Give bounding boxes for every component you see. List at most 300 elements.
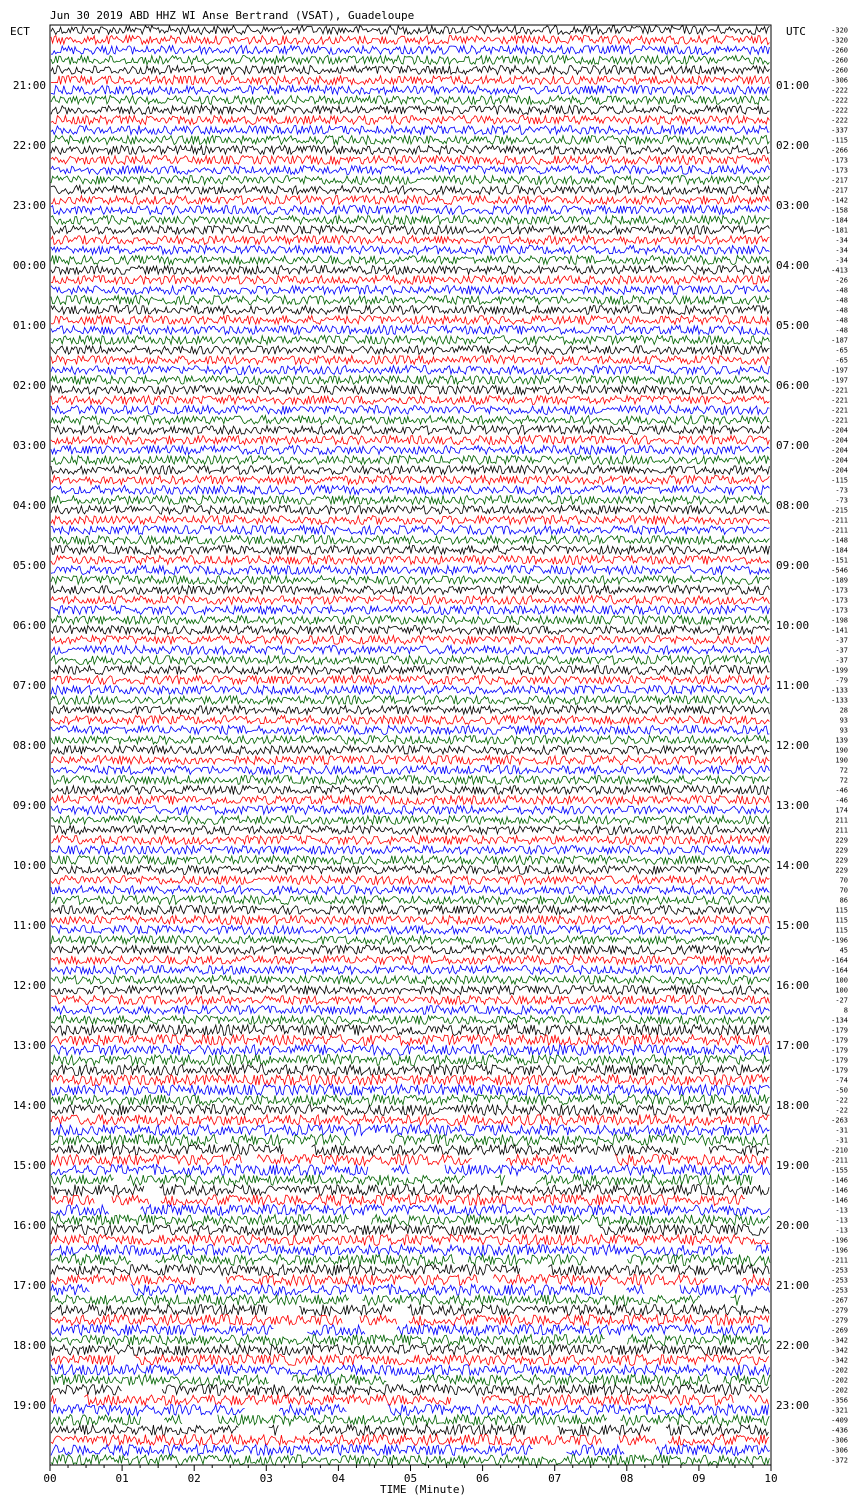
seismic-trace (51, 1345, 769, 1356)
seismic-trace (51, 1195, 745, 1206)
seismic-trace (51, 1245, 769, 1256)
right-hour-label: 23:00 (776, 1399, 810, 1412)
row-offset-label: -13 (835, 1206, 848, 1215)
seismic-trace (51, 1455, 769, 1466)
seismic-trace (51, 1445, 770, 1456)
seismic-trace (51, 1115, 769, 1126)
row-offset-label: -342 (831, 1346, 848, 1355)
right-hour-label: 12:00 (776, 739, 810, 752)
row-offset-label: -189 (831, 576, 848, 585)
row-offset-label: -133 (831, 696, 848, 705)
left-hour-label: 22:00 (12, 139, 46, 152)
row-offset-label: -31 (835, 1136, 848, 1145)
row-offset-label: -198 (831, 616, 848, 625)
seismic-trace (51, 126, 769, 135)
row-offset-label: -48 (835, 326, 848, 335)
right-hour-label: 07:00 (776, 439, 810, 452)
seismic-trace (51, 1265, 769, 1276)
seismic-trace (51, 286, 769, 295)
row-offset-label: -204 (831, 426, 848, 435)
right-hour-label: 03:00 (776, 199, 810, 212)
left-hour-label: 08:00 (12, 739, 46, 752)
row-offset-label: -187 (831, 336, 848, 345)
row-offset-label: -34 (835, 256, 848, 265)
left-hour-label: 00:00 (12, 259, 46, 272)
seismic-trace (51, 516, 769, 525)
row-offset-label: -34 (835, 236, 848, 245)
seismic-trace (51, 1025, 769, 1036)
row-offset-label: -436 (831, 1426, 848, 1435)
x-tick-label: 00 (43, 1472, 57, 1485)
seismic-trace (51, 846, 769, 855)
left-hour-label: 04:00 (12, 499, 46, 512)
seismic-trace (51, 776, 769, 785)
seismic-trace (51, 696, 769, 705)
right-hour-label: 14:00 (776, 859, 810, 872)
seismic-trace (51, 876, 769, 885)
row-offset-label: -146 (831, 1196, 848, 1205)
row-offset-label: -184 (831, 546, 848, 555)
row-offset-label: 93 (839, 716, 848, 725)
seismic-trace (51, 606, 769, 615)
left-hour-label: 17:00 (12, 1279, 46, 1292)
row-offset-label: -179 (831, 1026, 848, 1035)
seismic-trace (51, 366, 769, 375)
row-offset-label: -342 (831, 1336, 848, 1345)
row-offset-label: -158 (831, 206, 848, 215)
row-offset-label: -155 (831, 1166, 848, 1175)
seismic-trace (51, 666, 769, 675)
seismic-trace (51, 56, 769, 65)
seismic-trace (51, 336, 769, 345)
seismic-trace (51, 1185, 769, 1196)
seismic-trace (51, 1175, 752, 1186)
seismic-trace (51, 1016, 769, 1025)
row-offset-label: -13 (835, 1216, 848, 1225)
row-offset-label: -164 (831, 956, 848, 965)
row-offset-label: -48 (835, 296, 848, 305)
right-hour-label: 20:00 (776, 1219, 810, 1232)
row-offset-label: -197 (831, 366, 848, 375)
seismic-trace (51, 1295, 740, 1306)
right-hour-label: 22:00 (776, 1339, 810, 1352)
seismic-trace (51, 376, 769, 385)
left-hour-label: 03:00 (12, 439, 46, 452)
x-axis (43, 1465, 777, 1485)
row-offset-label: -48 (835, 286, 848, 295)
row-offset-label: -37 (835, 646, 848, 655)
row-offset-label: 190 (835, 746, 848, 755)
seismic-trace (51, 836, 769, 845)
seismic-trace (51, 546, 769, 555)
row-offset-label: -196 (831, 1236, 848, 1245)
right-timezone-label: UTC (786, 25, 806, 38)
row-offset-label: -173 (831, 166, 848, 175)
row-offset-label: -146 (831, 1176, 848, 1185)
row-offset-label: -260 (831, 66, 848, 75)
seismic-trace (51, 1315, 769, 1326)
seismic-trace (51, 786, 769, 795)
seismic-trace (51, 186, 769, 195)
row-offset-label: -196 (831, 936, 848, 945)
seismic-trace (51, 686, 769, 695)
seismic-trace (51, 1105, 769, 1116)
seismic-trace (51, 456, 769, 465)
right-hour-label: 21:00 (776, 1279, 810, 1292)
row-offset-label: 72 (839, 776, 848, 785)
row-offset-label: 190 (835, 756, 848, 765)
row-offset-label: -306 (831, 76, 848, 85)
row-offset-label: -221 (831, 386, 848, 395)
row-offset-label: -141 (831, 626, 848, 635)
seismic-trace (51, 436, 769, 445)
row-offset-label: 229 (835, 846, 848, 855)
row-offset-label: 229 (835, 836, 848, 845)
row-offset-label: -202 (831, 1366, 848, 1375)
seismic-trace (51, 206, 769, 215)
seismic-trace (51, 1205, 770, 1216)
left-hour-label: 19:00 (12, 1399, 46, 1412)
seismic-trace (51, 1335, 770, 1346)
row-offset-label: -320 (831, 36, 848, 45)
seismic-trace (51, 1285, 770, 1296)
seismic-trace (51, 276, 769, 285)
seismic-trace (51, 706, 769, 715)
seismic-trace (51, 496, 769, 505)
row-offset-label: -204 (831, 436, 848, 445)
row-offset-label: 28 (839, 706, 848, 715)
row-offset-label: -37 (835, 656, 848, 665)
row-offset-label: -409 (831, 1416, 848, 1425)
seismic-trace (51, 926, 769, 935)
seismic-trace (51, 1075, 769, 1086)
chart-title: Jun 30 2019 ABD HHZ WI Anse Bertrand (VSAT), Guadeloupe (50, 9, 415, 22)
left-hour-label: 11:00 (12, 919, 46, 932)
seismic-trace (51, 476, 769, 485)
seismic-trace (51, 446, 769, 455)
seismic-trace (51, 1085, 769, 1096)
seismic-trace (51, 26, 769, 35)
row-offset-label: -372 (831, 1456, 848, 1465)
seismic-trace (51, 506, 769, 515)
seismic-trace (51, 106, 769, 115)
row-offset-label: -267 (831, 1296, 848, 1305)
seismic-trace (51, 356, 769, 365)
seismic-trace (51, 116, 769, 125)
row-offset-label: 229 (835, 856, 848, 865)
seismic-trace (51, 426, 769, 435)
row-offset-label: -221 (831, 406, 848, 415)
row-offset-label: -215 (831, 506, 848, 515)
row-offset-label: -263 (831, 1116, 848, 1125)
seismic-trace (51, 886, 769, 895)
x-tick-label: 09 (692, 1472, 706, 1485)
row-offset-label: -204 (831, 456, 848, 465)
seismic-trace (51, 306, 769, 315)
row-offset-label: -22 (835, 1106, 848, 1115)
row-offset-label: 72 (839, 766, 848, 775)
seismic-trace (51, 1225, 769, 1236)
seismic-trace (51, 166, 769, 175)
row-offset-label: 70 (839, 876, 848, 885)
row-offset-label: 100 (835, 976, 848, 985)
seismic-trace (51, 936, 769, 945)
seismic-trace (51, 726, 769, 735)
row-offset-label: -73 (835, 496, 848, 505)
seismic-trace (51, 146, 769, 155)
left-hour-label: 09:00 (12, 799, 46, 812)
row-offset-label: 115 (835, 916, 848, 925)
x-tick-label: 05 (403, 1472, 418, 1485)
x-tick-label: 06 (475, 1472, 490, 1485)
seismic-trace (51, 256, 769, 265)
row-offset-label: -306 (831, 1436, 848, 1445)
left-hour-label: 02:00 (12, 379, 46, 392)
seismic-trace (51, 806, 769, 815)
seismic-trace (51, 1275, 770, 1286)
seismic-trace (51, 226, 769, 235)
row-offset-label: -74 (835, 1076, 848, 1085)
seismic-trace (51, 716, 769, 725)
x-tick-label: 04 (331, 1472, 346, 1485)
right-hour-label: 06:00 (776, 379, 810, 392)
right-hour-label: 11:00 (776, 679, 810, 692)
seismic-trace (51, 236, 769, 245)
row-offset-label: -173 (831, 596, 848, 605)
left-hour-label: 15:00 (12, 1159, 46, 1172)
row-offset-label: -204 (831, 446, 848, 455)
seismic-trace (51, 986, 769, 995)
trace-group (51, 26, 770, 1466)
seismic-trace (51, 1165, 770, 1176)
left-hour-label: 06:00 (12, 619, 46, 632)
row-offset-label: -179 (831, 1046, 848, 1055)
right-hour-label: 19:00 (776, 1159, 810, 1172)
seismic-trace (51, 576, 769, 585)
right-hour-label: 16:00 (776, 979, 810, 992)
seismic-trace (51, 466, 769, 475)
row-offset-label: -37 (835, 636, 848, 645)
right-hour-label: 05:00 (776, 319, 810, 332)
row-offset-label: -133 (831, 686, 848, 695)
row-offset-label: -222 (831, 106, 848, 115)
row-offset-label: -197 (831, 376, 848, 385)
row-offset-label: -65 (835, 346, 848, 355)
seismic-trace (51, 196, 769, 205)
x-tick-label: 02 (187, 1472, 201, 1485)
row-offset-label: -27 (835, 996, 848, 1005)
seismic-trace (51, 406, 769, 415)
left-hour-label: 13:00 (12, 1039, 46, 1052)
seismic-trace (51, 956, 769, 965)
row-offset-label: -204 (831, 466, 848, 475)
row-offset-label: -31 (835, 1126, 848, 1135)
row-offset-label: -50 (835, 1086, 848, 1095)
row-offset-label: -46 (835, 786, 848, 795)
row-offset-label: -202 (831, 1386, 848, 1395)
row-offset-label: 211 (835, 816, 848, 825)
row-offset-label: -179 (831, 1036, 848, 1045)
seismic-trace (51, 216, 769, 225)
seismic-trace (51, 1355, 769, 1366)
seismic-trace (51, 596, 769, 605)
right-hour-label: 09:00 (776, 559, 810, 572)
row-offset-label: -337 (831, 126, 848, 135)
row-offset-label: -222 (831, 96, 848, 105)
left-hour-labels (13, 79, 46, 1412)
x-axis-label: TIME (Minute) (380, 1483, 467, 1496)
seismic-trace (51, 796, 769, 805)
row-offset-label: -115 (831, 476, 848, 485)
seismic-trace (51, 1035, 769, 1046)
seismic-trace (51, 1215, 770, 1226)
row-offset-label: 8 (843, 1006, 848, 1015)
x-tick-label: 03 (259, 1472, 273, 1485)
seismic-trace (51, 46, 769, 55)
seismic-trace (51, 296, 769, 305)
row-offset-label: -179 (831, 1056, 848, 1065)
seismic-trace (51, 1155, 769, 1166)
seismic-trace (51, 646, 769, 655)
row-offset-label: -173 (831, 586, 848, 595)
x-tick-label: 07 (548, 1472, 562, 1485)
row-offset-label: 229 (835, 866, 848, 875)
row-offset-label: -115 (831, 136, 848, 145)
seismic-trace (51, 1235, 769, 1246)
seismic-trace (51, 676, 769, 685)
row-offset-label: -222 (831, 86, 848, 95)
seismic-trace (51, 316, 769, 325)
row-offset-label: -79 (835, 676, 848, 685)
row-offset-label: 45 (839, 946, 848, 955)
left-hour-label: 07:00 (12, 679, 46, 692)
row-offset-label: 139 (835, 736, 848, 745)
row-offset-labels (831, 27, 848, 1465)
seismic-trace (51, 866, 769, 875)
seismic-trace (51, 556, 769, 565)
seismic-trace (51, 266, 769, 275)
x-tick-label: 08 (620, 1472, 634, 1485)
seismic-trace (51, 1405, 769, 1416)
right-hour-label: 10:00 (776, 619, 810, 632)
seismic-trace (51, 136, 769, 145)
left-hour-label: 18:00 (12, 1339, 46, 1352)
row-offset-label: -279 (831, 1316, 848, 1325)
seismic-trace (51, 626, 769, 635)
row-offset-label: -181 (831, 226, 848, 235)
seismic-trace (51, 66, 769, 75)
seismic-trace (51, 1255, 770, 1266)
seismic-trace (51, 756, 769, 765)
right-hour-label: 08:00 (776, 499, 810, 512)
row-offset-label: -134 (831, 1016, 848, 1025)
row-offset-label: -46 (835, 796, 848, 805)
seismic-trace (51, 946, 769, 955)
right-hour-label: 04:00 (776, 259, 810, 272)
seismic-trace (51, 326, 769, 335)
seismic-trace (51, 976, 769, 985)
row-offset-label: -202 (831, 1376, 848, 1385)
row-offset-label: -73 (835, 486, 848, 495)
left-timezone-label: ECT (10, 25, 30, 38)
row-offset-label: -413 (831, 266, 848, 275)
row-offset-label: -34 (835, 246, 848, 255)
seismic-trace (51, 1325, 770, 1336)
seismic-trace (51, 76, 769, 85)
x-tick-label: 10 (764, 1472, 778, 1485)
seismic-trace (51, 1095, 769, 1106)
row-offset-label: -211 (831, 516, 848, 525)
seismic-trace (51, 536, 769, 545)
left-hour-label: 14:00 (12, 1099, 46, 1112)
seismic-trace (51, 656, 769, 665)
seismic-trace (51, 816, 769, 825)
seismic-trace (51, 896, 769, 905)
right-hour-label: 15:00 (776, 919, 810, 932)
right-hour-label: 01:00 (776, 79, 810, 92)
right-hour-label: 13:00 (776, 799, 810, 812)
row-offset-label: -260 (831, 46, 848, 55)
seismic-trace (51, 746, 769, 755)
seismic-trace (51, 1055, 769, 1066)
row-offset-label: -151 (831, 556, 848, 565)
row-offset-label: -211 (831, 526, 848, 535)
seismic-trace (51, 416, 769, 425)
left-hour-label: 12:00 (12, 979, 46, 992)
seismic-trace (51, 566, 769, 575)
seismic-trace (51, 1415, 769, 1426)
seismic-trace (51, 616, 769, 625)
x-tick-label: 01 (115, 1472, 129, 1485)
seismic-trace (51, 1045, 769, 1056)
left-hour-label: 21:00 (12, 79, 46, 92)
seismic-trace (51, 1305, 769, 1316)
row-offset-label: -13 (835, 1226, 848, 1235)
seismic-trace (51, 996, 769, 1005)
seismic-trace (51, 856, 769, 865)
row-offset-label: -65 (835, 356, 848, 365)
row-offset-label: 70 (839, 886, 848, 895)
row-offset-label: -142 (831, 196, 848, 205)
row-offset-label: -48 (835, 306, 848, 315)
seismic-trace (51, 396, 769, 405)
row-offset-label: -199 (831, 666, 848, 675)
right-hour-label: 18:00 (776, 1099, 810, 1112)
seismic-trace (51, 1425, 768, 1436)
row-offset-label: -253 (831, 1266, 848, 1275)
row-offset-label: -342 (831, 1356, 848, 1365)
row-offset-label: -253 (831, 1286, 848, 1295)
row-offset-label: 86 (839, 896, 848, 905)
seismic-trace (51, 916, 769, 925)
row-offset-label: -217 (831, 186, 848, 195)
seismic-trace (51, 1375, 770, 1386)
row-offset-label: 100 (835, 986, 848, 995)
row-offset-label: -253 (831, 1276, 848, 1285)
row-offset-label: -211 (831, 1156, 848, 1165)
seismic-trace (51, 1435, 769, 1446)
row-offset-label: -211 (831, 1256, 848, 1265)
seismic-trace (51, 736, 769, 745)
row-offset-label: -222 (831, 116, 848, 125)
row-offset-label: -173 (831, 156, 848, 165)
seismic-trace (51, 966, 769, 975)
left-hour-label: 05:00 (12, 559, 46, 572)
row-offset-label: -546 (831, 566, 848, 575)
seismic-trace (51, 1006, 769, 1015)
row-offset-label: -22 (835, 1096, 848, 1105)
row-offset-label: -217 (831, 176, 848, 185)
